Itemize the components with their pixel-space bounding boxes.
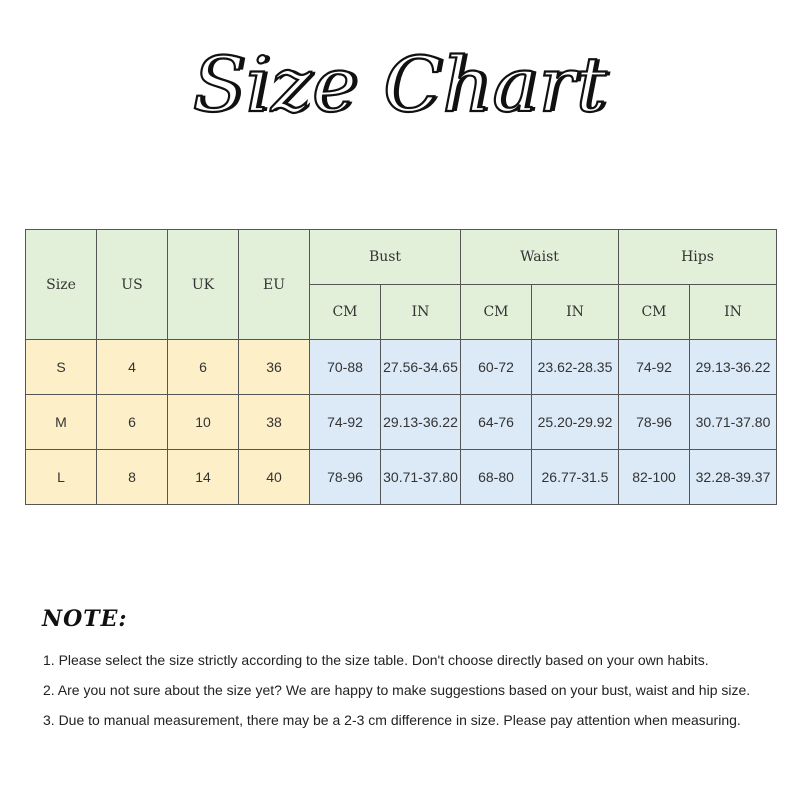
cell-size: M [26,395,97,450]
subheader-hips-in: IN [690,285,777,340]
cell-waist-cm: 60-72 [461,340,532,395]
cell-waist-in: 23.62-28.35 [532,340,619,395]
cell-hips-cm: 74-92 [619,340,690,395]
cell-bust-in: 27.56-34.65 [381,340,461,395]
table-row [26,340,777,395]
cell-us: 6 [97,395,168,450]
table-row [26,450,777,505]
note-item: 1. Please select the size strictly according to the size table. Don't choose directly based on your own habits. [43,652,709,668]
size-table [25,229,777,505]
subheader-waist-cm: CM [461,285,532,340]
cell-hips-cm: 82-100 [619,450,690,505]
cell-size: S [26,340,97,395]
header-size: Size [26,230,97,340]
subheader-waist-in: IN [532,285,619,340]
cell-bust-in: 29.13-36.22 [381,395,461,450]
note-item: 3. Due to manual measurement, there may be a 2-3 cm difference in size. Please pay attention when measuring. [43,712,741,728]
page-title: Size Chart [192,40,608,129]
table-row [26,395,777,450]
note-list [43,650,750,740]
cell-uk: 14 [168,450,239,505]
cell-eu: 38 [239,395,310,450]
header-eu: EU [239,230,310,340]
subheader-bust-cm: CM [310,285,381,340]
cell-us: 8 [97,450,168,505]
note-item: 2. Are you not sure about the size yet? We are happy to make suggestions based on your bust, waist and hip size. [43,682,751,698]
cell-eu: 40 [239,450,310,505]
cell-hips-in: 30.71-37.80 [690,395,777,450]
cell-bust-cm: 78-96 [310,450,381,505]
cell-waist-in: 26.77-31.5 [532,450,619,505]
header-us: US [97,230,168,340]
cell-hips-cm: 78-96 [619,395,690,450]
cell-waist-in: 25.20-29.92 [532,395,619,450]
cell-hips-in: 29.13-36.22 [690,340,777,395]
header-row [26,230,777,285]
cell-size: L [26,450,97,505]
cell-bust-cm: 70-88 [310,340,381,395]
cell-uk: 10 [168,395,239,450]
header-waist: Waist [461,230,619,285]
header-hips: Hips [619,230,777,285]
cell-waist-cm: 64-76 [461,395,532,450]
cell-uk: 6 [168,340,239,395]
subheader-bust-in: IN [381,285,461,340]
subheader-hips-cm: CM [619,285,690,340]
header-uk: UK [168,230,239,340]
header-bust: Bust [310,230,461,285]
cell-bust-in: 30.71-37.80 [381,450,461,505]
cell-waist-cm: 68-80 [461,450,532,505]
cell-hips-in: 32.28-39.37 [690,450,777,505]
note-heading: NOTE: [42,606,128,632]
cell-eu: 36 [239,340,310,395]
cell-bust-cm: 74-92 [310,395,381,450]
cell-us: 4 [97,340,168,395]
